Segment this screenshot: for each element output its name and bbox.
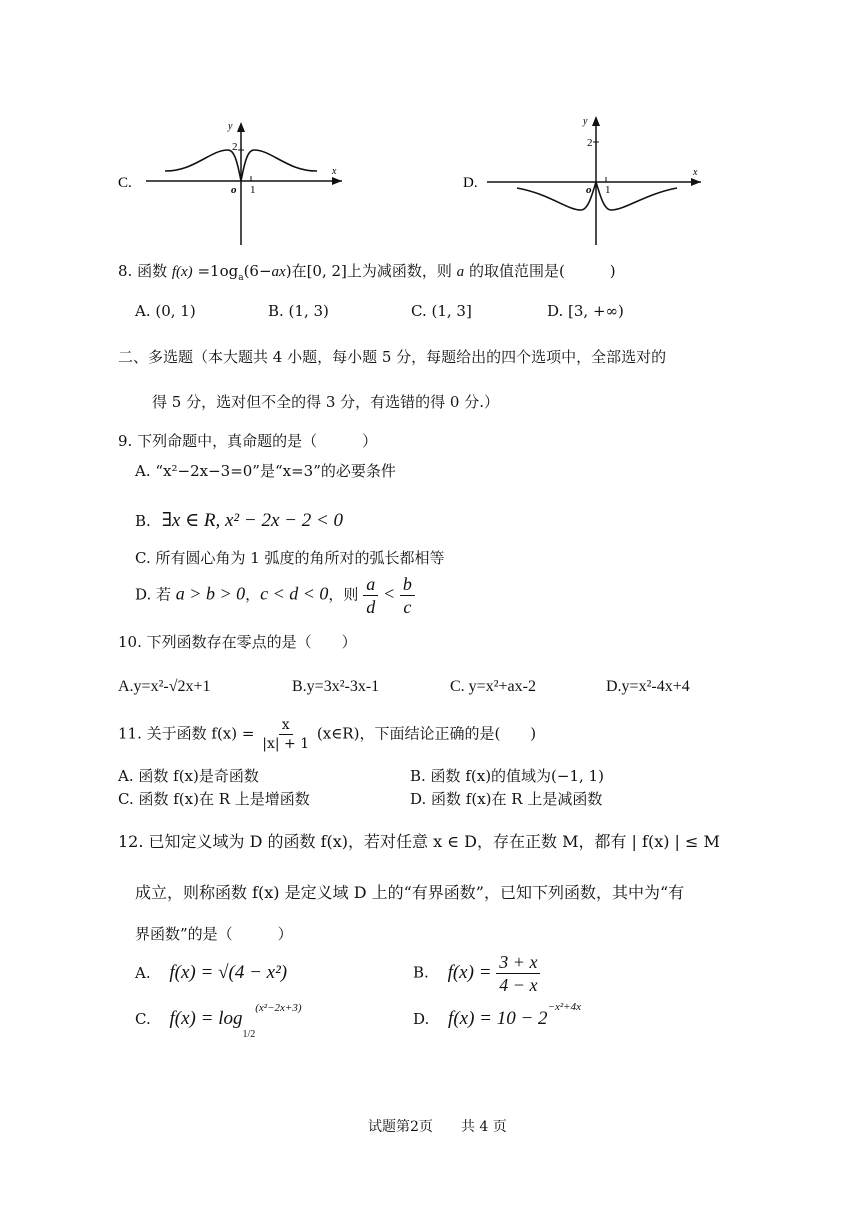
q9-frac1-num: a	[363, 575, 378, 596]
graph-c	[110, 110, 350, 250]
q12-option-a-label: A.	[135, 964, 151, 982]
q8-log-base: a	[238, 273, 244, 283]
q9-option-d-cond1: a > b > 0	[175, 583, 246, 604]
q12-stem-line1: 12. 已知定义域为 D 的函数 f(x)，若对任意 x ∈ D，存在正数 M，都有 | f(x) | ≤ M	[118, 832, 720, 851]
graph-c-y-label: y	[228, 121, 233, 132]
q12-option-b-frac	[496, 953, 540, 994]
q11-stem-prefix: 11. 关于函数 f(x) =	[118, 724, 255, 743]
q11-stem	[118, 718, 536, 751]
q12-option-c-math: f(x) = log	[169, 1008, 243, 1029]
q8-a: a	[456, 264, 465, 280]
q9-option-b-label: B.	[135, 512, 151, 530]
graph-d-origin: o	[586, 184, 592, 196]
page-footer: 试题第2页 共 4 页	[368, 1119, 507, 1135]
graph-c-origin: o	[231, 184, 237, 196]
graph-c-tick-1: 1	[250, 184, 256, 196]
q12-stem-line3: 界函数”的是（ ）	[135, 925, 293, 943]
q10-option-b: B.y=3x²-3x-1	[292, 678, 380, 695]
q9-option-d	[135, 575, 415, 616]
q9-option-b	[135, 509, 343, 532]
q9-option-d-frac1	[363, 575, 378, 616]
q12-option-c-arg: (x²−2x+3)	[255, 1002, 302, 1014]
q10-option-a: A.y=x²-√2x+1	[118, 678, 211, 695]
q11-option-c: C. 函数 f(x)在 R 上是增函数	[118, 790, 310, 808]
graph-d-x-label: x	[693, 167, 698, 178]
q11-option-a: A. 函数 f(x)是奇函数	[118, 767, 259, 785]
graph-d-y-arrow	[592, 116, 600, 126]
graph-d-curve	[517, 182, 677, 210]
graph-d-x-arrow	[691, 178, 701, 186]
graph-d-y-label: y	[583, 116, 588, 127]
q9-option-d-sep: ，	[245, 585, 261, 604]
graph-c-label: C.	[118, 175, 132, 191]
q9-option-d-lt: <	[382, 583, 396, 604]
graph-d-tick-1: 1	[605, 184, 611, 196]
q8-f: f	[171, 264, 177, 280]
q12-option-c-label: C.	[135, 1010, 151, 1028]
q12-option-a	[135, 962, 287, 984]
graph-c-tick-2: 2	[232, 141, 238, 153]
q12-option-b	[413, 953, 540, 994]
graph-c-x-label: x	[332, 166, 337, 177]
q8-option-c: C. (1, 3]	[411, 302, 472, 320]
graph-d	[455, 110, 715, 250]
q12-b-den: 4 − x	[499, 975, 538, 995]
q9-option-d-label: D. 若	[135, 585, 176, 604]
q8-ax: ax	[271, 264, 286, 280]
q9-option-d-frac2	[400, 575, 415, 616]
q12-option-d-label: D.	[413, 1010, 430, 1028]
graph-d-tick-2: 2	[587, 137, 593, 149]
q9-frac1-den: d	[366, 597, 376, 617]
q12-option-b-lhs: f(x) =	[447, 961, 492, 983]
q9-frac2-den: c	[403, 597, 412, 617]
q12-stem-line2: 成立，则称函数 f(x) 是定义域 D 上的“有界函数”，已知下列函数，其中为“有	[135, 883, 685, 902]
q8-stem-suffix: 的取值范围是( )	[464, 262, 616, 280]
q8-stem-prefix: 8. 函数	[118, 262, 172, 280]
q12-option-b-label: B.	[413, 963, 429, 982]
q8-option-a: A. (0, 1)	[135, 302, 196, 320]
q11-option-d: D. 函数 f(x)在 R 上是减函数	[410, 790, 603, 808]
graph-c-y-arrow	[237, 122, 245, 132]
q11-fraction	[259, 718, 312, 751]
q8-option-b: B. (1, 3)	[268, 302, 329, 320]
q8-x: (x)	[176, 264, 193, 280]
q11-frac-den: |x| + 1	[262, 736, 310, 752]
q8-stem-mid: )在[0, 2]上为减函数，则	[285, 262, 457, 280]
q10-option-c: C. y=x²+ax-2	[450, 678, 536, 695]
q12-option-c-base: 1/2	[242, 1029, 256, 1040]
q12-option-d-math: f(x) = 10 − 2	[448, 1008, 548, 1029]
q9-stem: 9. 下列命题中，真命题的是（ ）	[118, 432, 378, 450]
q12-option-c	[135, 1002, 302, 1040]
q9-option-d-cond2: c < d < 0	[260, 583, 329, 604]
graph-c-x-arrow	[332, 177, 342, 185]
q8-option-d: D. [3, +∞)	[547, 302, 624, 320]
q8-arg-open: (6−	[243, 262, 272, 280]
q9-option-c: C. 所有圆心角为 1 弧度的角所对的弧长都相等	[135, 549, 445, 567]
q9-option-a: A. “x²−2x−3=0”是“x=3”的必要条件	[135, 462, 396, 480]
q9-option-d-then: ，则	[328, 585, 359, 604]
q8-log: =1og	[192, 262, 239, 280]
q8-stem	[118, 260, 616, 281]
q12-option-a-math: f(x) = √(4 − x²)	[169, 962, 288, 983]
section-2-heading: 二、多选题（本大题共 4 小题，每小题 5 分，每题给出的四个选项中，全部选对的	[118, 348, 667, 366]
q9-option-b-math: ∃x ∈ R, x² − 2x − 2 < 0	[161, 510, 344, 531]
graph-d-label: D.	[463, 175, 478, 191]
q11-stem-suffix: (x∈R)，下面结论正确的是( )	[316, 724, 537, 743]
q11-frac-num: x	[279, 718, 293, 735]
q9-frac2-num: b	[400, 575, 415, 596]
section-2-heading-cont: 得 5 分，选对但不全的得 3 分，有选错的得 0 分.）	[152, 393, 500, 411]
q12-option-d	[413, 1001, 581, 1030]
q11-option-b: B. 函数 f(x)的值域为(−1, 1)	[410, 767, 604, 785]
q10-stem: 10. 下列函数存在零点的是（ ）	[118, 633, 357, 651]
q12-b-num: 3 + x	[496, 953, 540, 974]
q12-option-d-exp: −x²+4x	[547, 1001, 581, 1013]
q10-option-d: D.y=x²-4x+4	[606, 678, 690, 695]
